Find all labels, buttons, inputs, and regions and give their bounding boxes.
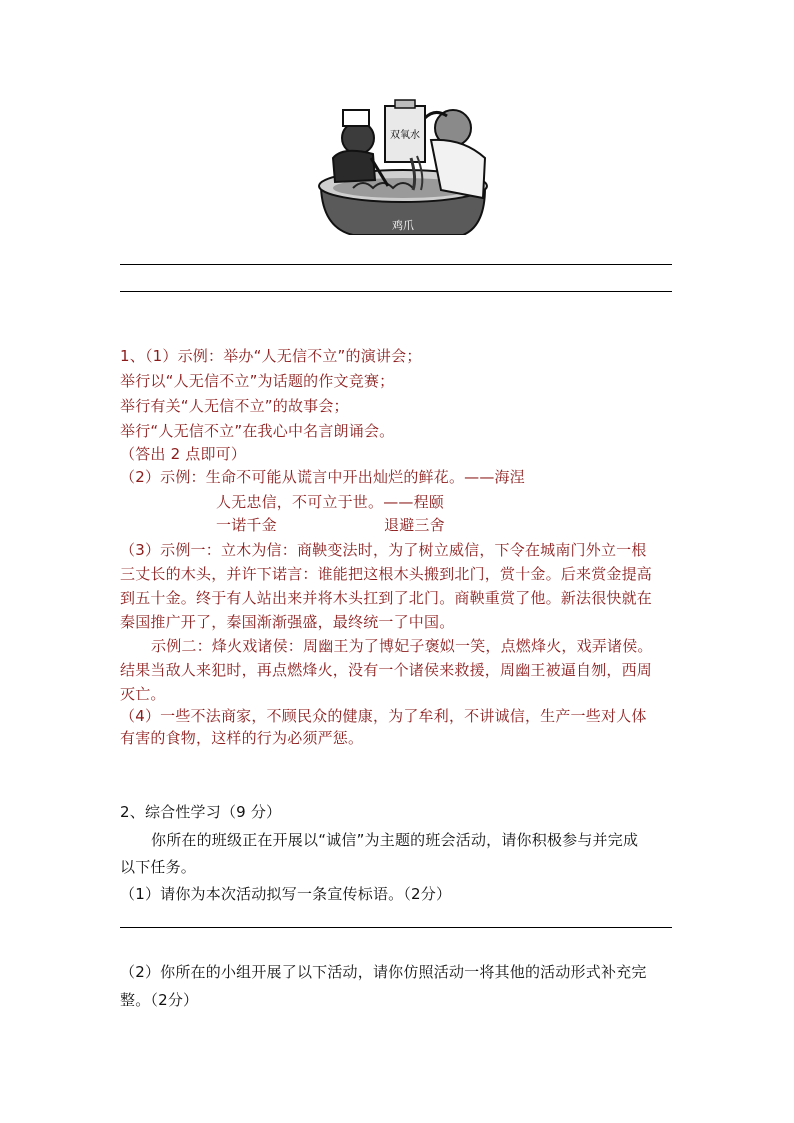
question-2-task-1: （1）请你为本次活动拟写一条宣传标语。（2分） xyxy=(120,885,452,903)
q1-3-line: 三丈长的木头，并许下诺言：谁能把这根木头搬到北门，赏十金。后来赏金提高 xyxy=(120,565,653,583)
q1-3-line: 灭亡。 xyxy=(120,685,166,703)
answer-line xyxy=(120,927,672,928)
q1-2-idiom: 一诺千金 xyxy=(216,516,277,534)
question-2-intro: 你所在的班级正在开展以“诚信”为主题的班会活动，请你积极参与并完成 xyxy=(151,831,639,849)
q1-3-line: 到五十金。终于有人站出来并将木头扛到了北门。商鞅重赏了他。新法很快就在 xyxy=(120,589,653,607)
q1-1-line: 1、（1）示例：举办“人无信不立”的演讲会； xyxy=(120,347,422,365)
answer-line xyxy=(120,291,672,292)
q1-2-line: （2）示例：生命不可能从谎言中开出灿烂的鲜花。——海涅 xyxy=(120,468,525,486)
q1-3-line: 秦国推广开了，秦国渐渐强盛，最终统一了中国。 xyxy=(120,613,455,631)
q1-3-line: 示例二：烽火戏诸侯：周幽王为了博妃子褒姒一笑，点燃烽火，戏弄诸侯。 xyxy=(151,637,653,655)
q1-1-line: 举行以“人无信不立”为话题的作文竞赛； xyxy=(120,372,395,390)
question-2-heading: 2、综合性学习（9 分） xyxy=(120,803,282,821)
q1-1-line: 举行有关“人无信不立”的故事会； xyxy=(120,397,349,415)
q1-2-idiom: 退避三舍 xyxy=(384,516,445,534)
question-2-intro: 以下任务。 xyxy=(120,858,197,876)
q1-3-line: 结果当敌人来犯时，再点燃烽火，没有一个诸侯来救援，周幽王被逼自刎，西周 xyxy=(120,661,653,679)
cartoon-illustration xyxy=(313,98,493,235)
cartoon-caption: 鸡爪 xyxy=(392,219,414,232)
q1-2-line: 人无忠信，不可立于世。——程颐 xyxy=(216,493,445,511)
question-2-task-2: （2）你所在的小组开展了以下活动，请你仿照活动一将其他的活动形式补充完 xyxy=(120,963,647,981)
question-2-task-2: 整。（2分） xyxy=(120,991,199,1009)
q1-4-line: （4）一些不法商家，不顾民众的健康，为了牟利，不讲诚信，生产一些对人体 xyxy=(120,707,647,725)
q1-1-line: 举行“人无信不立”在我心中名言朗诵会。 xyxy=(120,422,395,440)
q1-3-line: （3）示例一：立木为信：商鞅变法时，为了树立威信，下令在城南门外立一根 xyxy=(120,541,647,559)
bottle-label: 双氧水 xyxy=(390,130,420,141)
q1-1-note: （答出 2 点即可） xyxy=(120,445,247,463)
answer-line xyxy=(120,264,672,265)
q1-4-line: 有害的食物，这样的行为必须严惩。 xyxy=(120,729,364,747)
